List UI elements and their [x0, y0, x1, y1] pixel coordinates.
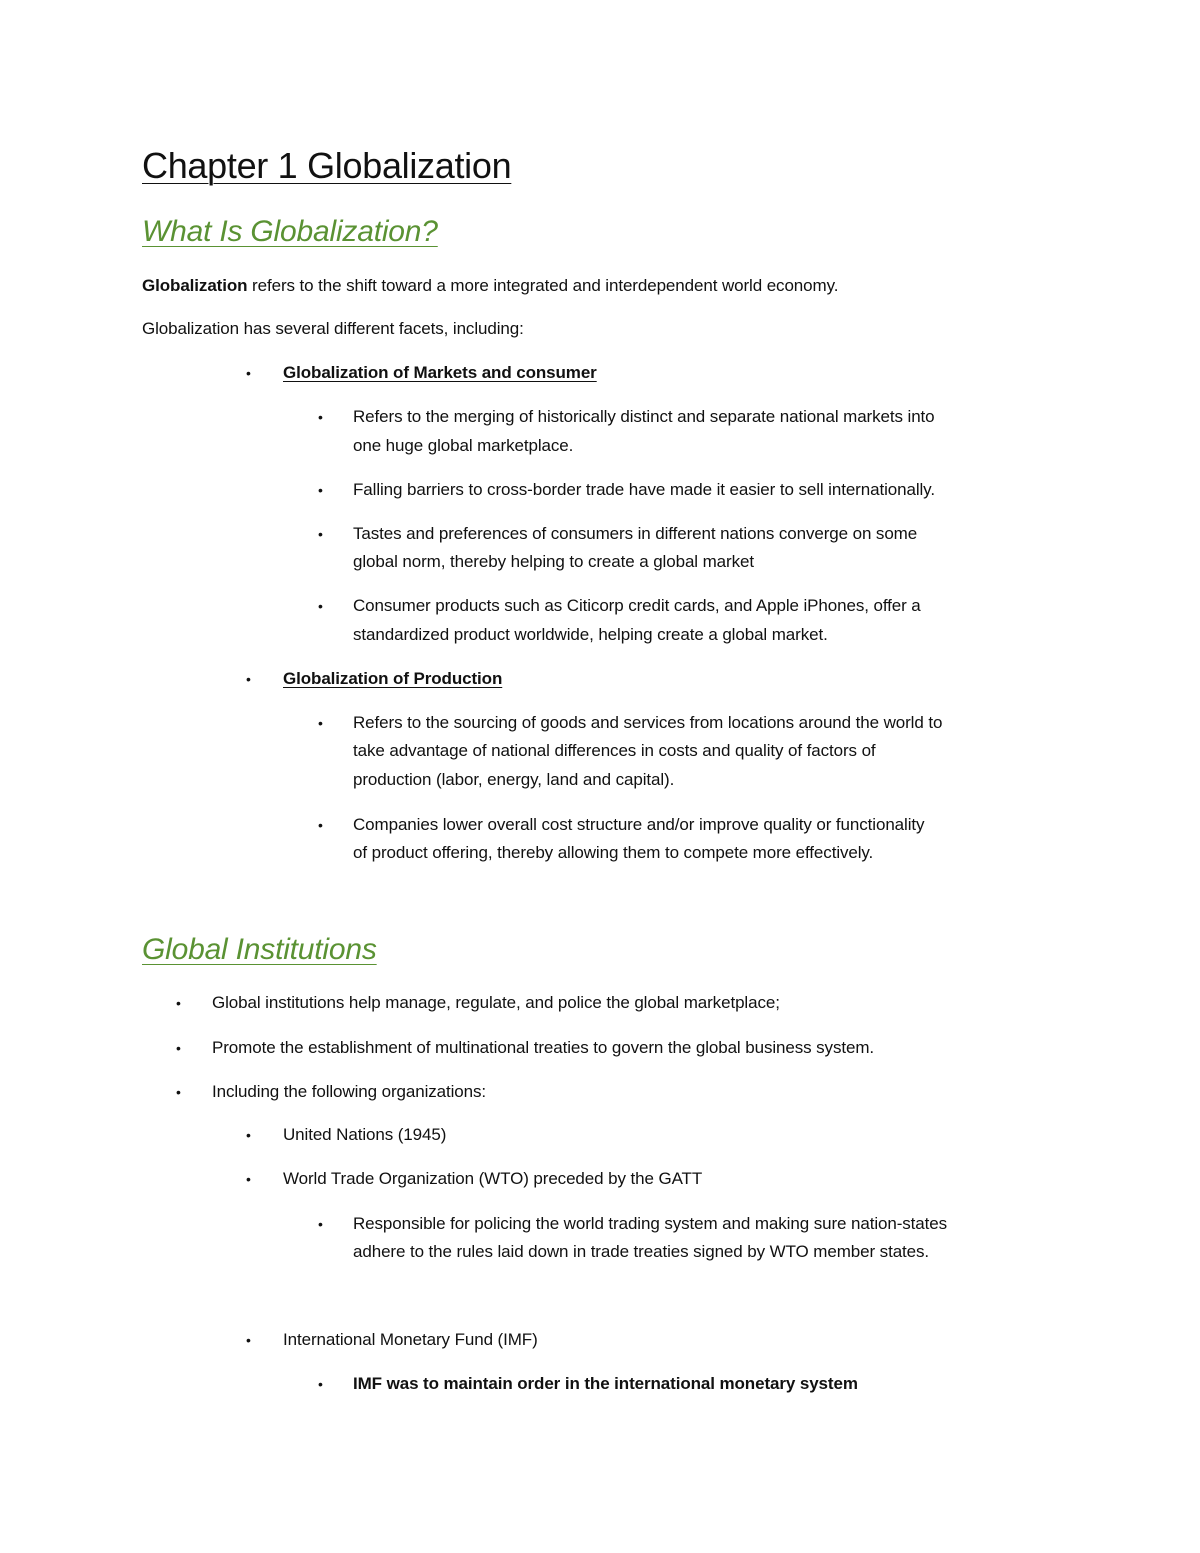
bullet-marker: •	[176, 1084, 181, 1100]
bullet-marker: •	[246, 671, 251, 687]
bullet-marker: •	[176, 995, 181, 1011]
markets-point-1-line-2: one huge global marketplace.	[353, 436, 574, 455]
institutions-point-3: Including the following organizations:	[212, 1082, 487, 1101]
wto-detail-line-1: Responsible for policing the world trading system and making sure nation-states	[353, 1214, 948, 1233]
bullet-marker: •	[318, 598, 323, 614]
facets-intro: Globalization has several different facets, including:	[142, 319, 524, 338]
institutions-point-2: Promote the establishment of multinational treaties to govern the global business system.	[212, 1038, 875, 1057]
bullet-marker: •	[318, 526, 323, 542]
bullet-marker: •	[246, 365, 251, 381]
definition-text: refers to the shift toward a more integrated and interdependent world economy.	[247, 276, 839, 295]
production-point-1-line-1: Refers to the sourcing of goods and services from locations around the world to	[353, 713, 943, 732]
wto-detail-line-2: adhere to the rules laid down in trade treaties signed by WTO member states.	[353, 1242, 930, 1261]
bullet-marker: •	[318, 1376, 323, 1392]
bullet-marker: •	[246, 1171, 251, 1187]
markets-point-4-line-2: standardized product worldwide, helping create a global market.	[353, 625, 828, 644]
bullet-marker: •	[318, 817, 323, 833]
bullet-marker: •	[246, 1332, 251, 1348]
markets-point-1-line-1: Refers to the merging of historically distinct and separate national markets into	[353, 407, 935, 426]
bullet-marker: •	[318, 715, 323, 731]
definition-term: Globalization	[142, 276, 248, 295]
bullet-marker: •	[318, 482, 323, 498]
markets-point-3-line-2: global norm, thereby helping to create a global market	[353, 552, 754, 571]
bullet-marker: •	[318, 409, 323, 425]
imf-detail: IMF was to maintain order in the international monetary system	[353, 1374, 858, 1393]
facet-production-label: Globalization of Production	[283, 669, 503, 688]
institutions-point-1: Global institutions help manage, regulate, and police the global marketplace;	[212, 993, 780, 1012]
production-point-1-line-2: take advantage of national differences in costs and quality of factors of	[353, 741, 876, 760]
bullet-marker: •	[176, 1040, 181, 1056]
markets-point-2-line-1: Falling barriers to cross-border trade have made it easier to sell internationally.	[353, 480, 935, 499]
production-point-2-line-1: Companies lower overall cost structure and/or improve quality or functionality	[353, 815, 925, 834]
chapter-title: Chapter 1 Globalization	[142, 145, 512, 186]
section-heading-global-institutions: Global Institutions	[142, 933, 377, 966]
bullet-marker: •	[318, 1216, 323, 1232]
org-imf: International Monetary Fund (IMF)	[283, 1330, 538, 1349]
facet-markets-label: Globalization of Markets and consumer	[283, 363, 597, 382]
production-point-1-line-3: production (labor, energy, land and capital).	[353, 770, 675, 789]
markets-point-4-line-1: Consumer products such as Citicorp credit cards, and Apple iPhones, offer a	[353, 596, 921, 615]
production-point-2-line-2: of product offering, thereby allowing them to compete more effectively.	[353, 843, 874, 862]
bullet-marker: •	[246, 1127, 251, 1143]
definition-paragraph	[142, 272, 838, 300]
section-heading-what-is-globalization: What Is Globalization?	[142, 215, 438, 248]
org-united-nations: United Nations (1945)	[283, 1125, 447, 1144]
org-wto: World Trade Organization (WTO) preceded by the GATT	[283, 1169, 703, 1188]
markets-point-3-line-1: Tastes and preferences of consumers in different nations converge on some	[353, 524, 918, 543]
